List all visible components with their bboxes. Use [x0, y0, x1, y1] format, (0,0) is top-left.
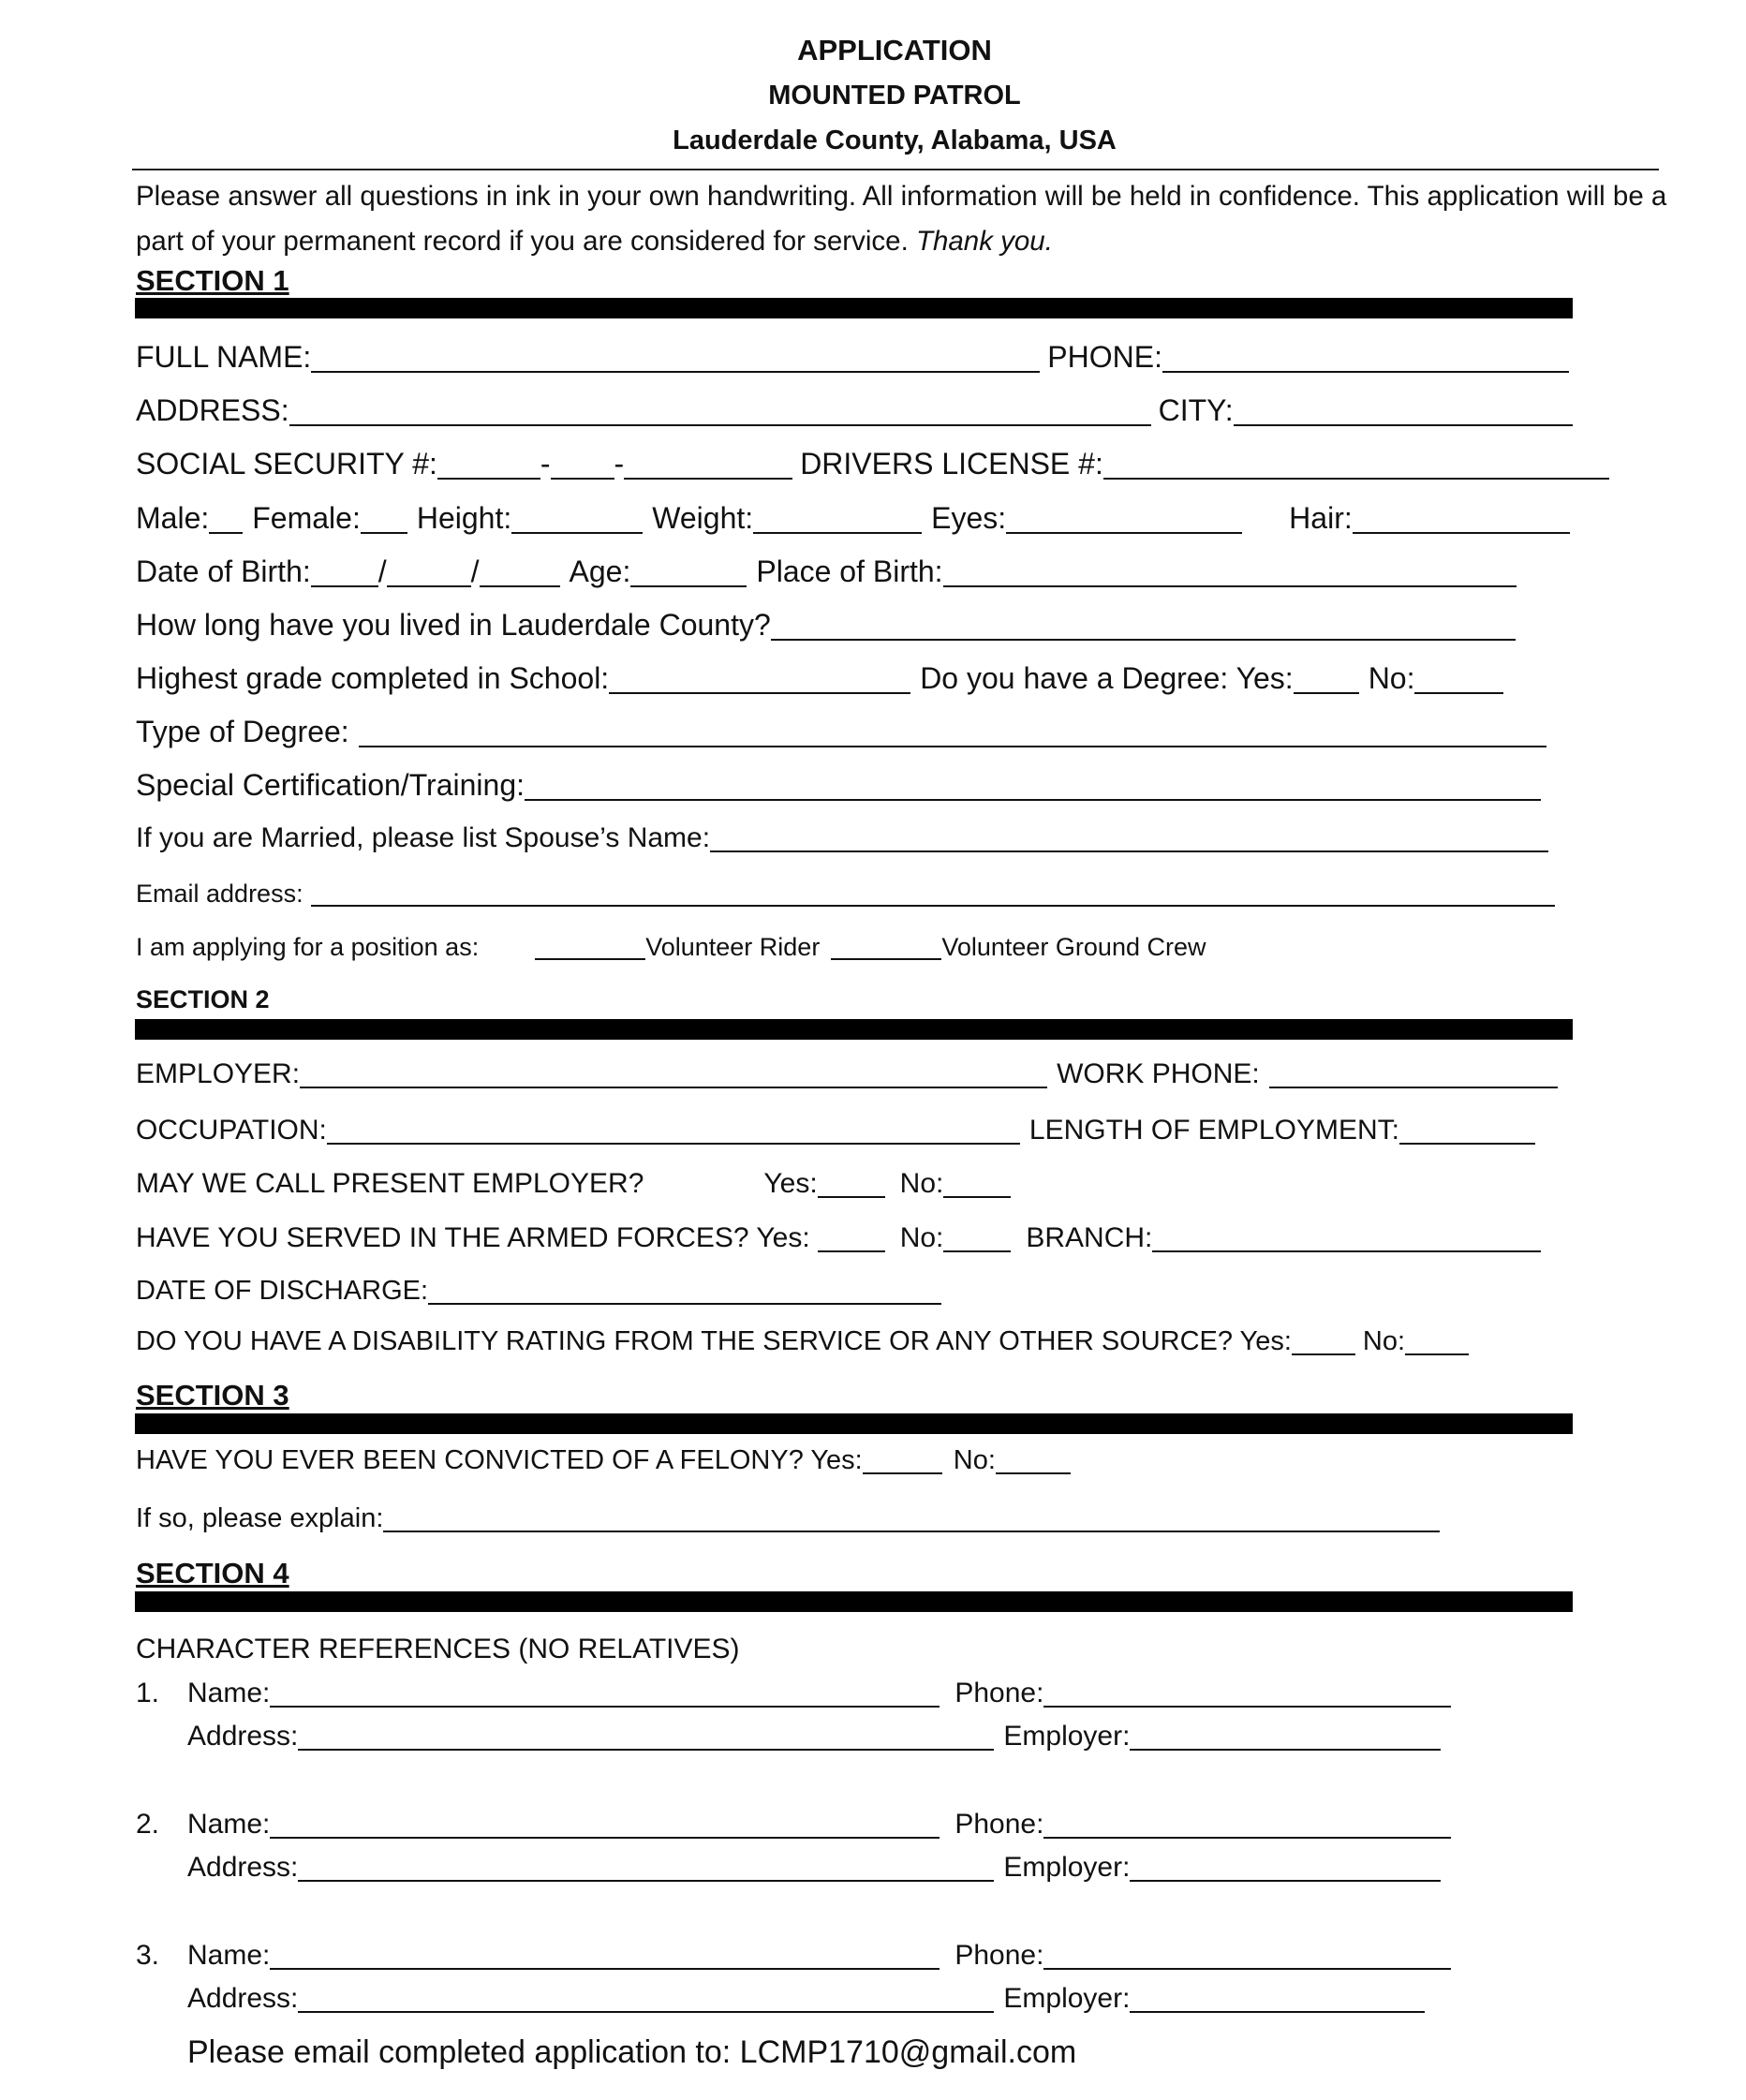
- references-title: CHARACTER REFERENCES (NO RELATIVES): [136, 1634, 740, 1664]
- armed-forces-yes-field[interactable]: [818, 1219, 885, 1252]
- may-call-no-field[interactable]: [943, 1164, 1011, 1198]
- weight-field[interactable]: [753, 500, 922, 534]
- section-1-title: SECTION 1: [136, 264, 289, 297]
- row-discharge: [136, 1269, 941, 1307]
- row-armed-forces: [136, 1217, 1541, 1254]
- reference-employer-label: Employer:: [1003, 1852, 1131, 1883]
- reference-2-phone-field[interactable]: [1043, 1805, 1451, 1839]
- male-label: Male:: [136, 501, 210, 535]
- reference-name-label: Name:: [187, 1809, 271, 1840]
- branch-field[interactable]: [1152, 1219, 1541, 1252]
- reference-employer-label: Employer:: [1003, 1983, 1131, 2014]
- row-degree-type: [136, 712, 1546, 749]
- armed-forces-no-field[interactable]: [943, 1219, 1011, 1252]
- form-location: Lauderdale County, Alabama, USA: [673, 126, 1117, 155]
- height-field[interactable]: [511, 500, 643, 534]
- ssn-dash: -: [540, 447, 551, 481]
- form-title: APPLICATION: [797, 34, 992, 67]
- may-call-label: MAY WE CALL PRESENT EMPLOYER?: [136, 1168, 644, 1199]
- weight-label: Weight:: [652, 501, 754, 535]
- row-position: [136, 924, 1206, 962]
- drivers-license-label: DRIVERS LICENSE #:: [800, 447, 1103, 481]
- drivers-license-field[interactable]: [1103, 446, 1609, 480]
- work-phone-field[interactable]: [1269, 1055, 1558, 1088]
- employer-field[interactable]: [300, 1055, 1047, 1088]
- employer-label: EMPLOYER:: [136, 1058, 301, 1089]
- ssn-label: SOCIAL SECURITY #:: [136, 447, 437, 481]
- reference-1-address-field[interactable]: [298, 1717, 994, 1751]
- felony-no-field[interactable]: [996, 1441, 1071, 1474]
- section-2-bar: [135, 1019, 1573, 1040]
- disability-no-field[interactable]: [1405, 1322, 1469, 1355]
- discharge-label: DATE OF DISCHARGE:: [136, 1276, 429, 1306]
- row-ssn-dl: [136, 444, 1609, 481]
- full-name-field[interactable]: [311, 339, 1040, 373]
- female-label: Female:: [252, 501, 361, 535]
- city-label: CITY:: [1158, 393, 1234, 427]
- employment-length-field[interactable]: [1399, 1111, 1535, 1145]
- email-field[interactable]: [311, 873, 1555, 907]
- address-label: ADDRESS:: [136, 393, 289, 427]
- volunteer-rider-field[interactable]: [535, 926, 645, 960]
- reference-number: 2.: [136, 1809, 160, 1840]
- may-call-yes-label: Yes:: [763, 1168, 818, 1199]
- row-explain: [136, 1497, 1440, 1534]
- row-certification: [136, 765, 1541, 803]
- reference-1-employer-field[interactable]: [1130, 1717, 1441, 1751]
- explain-label: If so, please explain:: [136, 1503, 384, 1533]
- email-label: Email address:: [136, 880, 303, 908]
- reference-3-name-row: [136, 1934, 1451, 1972]
- city-field[interactable]: [1234, 392, 1573, 426]
- male-field[interactable]: [209, 500, 243, 534]
- felony-label: HAVE YOU EVER BEEN CONVICTED OF A FELONY? Yes:: [136, 1445, 863, 1475]
- reference-2-address-row: [136, 1846, 1441, 1884]
- dob-year-field[interactable]: [480, 554, 560, 587]
- row-name-phone: [136, 337, 1569, 375]
- place-of-birth-field[interactable]: [943, 554, 1517, 587]
- reference-phone-label: Phone:: [954, 1809, 1044, 1840]
- certification-field[interactable]: [525, 767, 1541, 801]
- hair-label: Hair:: [1289, 501, 1353, 535]
- full-name-label: FULL NAME:: [136, 340, 312, 374]
- grade-label: Highest grade completed in School:: [136, 661, 610, 695]
- branch-label: BRANCH:: [1026, 1222, 1153, 1253]
- reference-employer-label: Employer:: [1003, 1721, 1131, 1752]
- row-residence: [136, 605, 1516, 643]
- form-subtitle: MOUNTED PATROL: [768, 81, 1021, 111]
- ssn-part-1-field[interactable]: [437, 446, 540, 480]
- row-occupation: [136, 1109, 1535, 1146]
- felony-no-label: No:: [953, 1445, 996, 1475]
- section-1-bar: [135, 298, 1573, 318]
- occupation-field[interactable]: [327, 1111, 1020, 1145]
- felony-yes-field[interactable]: [863, 1441, 942, 1474]
- spouse-label: If you are Married, please list Spouse’s Name:: [136, 822, 711, 853]
- dob-month-field[interactable]: [311, 554, 378, 587]
- phone-label: PHONE:: [1047, 340, 1162, 374]
- may-call-no-label: No:: [899, 1168, 944, 1199]
- degree-type-field[interactable]: [359, 714, 1546, 747]
- age-label: Age:: [569, 555, 631, 588]
- reference-1-name-row: [136, 1672, 1451, 1709]
- row-spouse: [136, 817, 1548, 854]
- grade-field[interactable]: [609, 660, 910, 694]
- reference-number: 1.: [136, 1678, 160, 1708]
- reference-2-name-field[interactable]: [270, 1805, 940, 1839]
- reference-phone-label: Phone:: [954, 1678, 1044, 1708]
- height-label: Height:: [416, 501, 512, 535]
- age-field[interactable]: [630, 554, 747, 587]
- reference-3-employer-field[interactable]: [1130, 1979, 1425, 2013]
- ssn-dash: -: [614, 447, 625, 481]
- section-3-bar: [135, 1413, 1573, 1434]
- spouse-field[interactable]: [710, 819, 1548, 852]
- residence-label: How long have you lived in Lauderdale County?: [136, 608, 771, 642]
- work-phone-label: WORK PHONE:: [1057, 1058, 1260, 1089]
- armed-forces-no-label: No:: [899, 1222, 944, 1253]
- row-birth: [136, 552, 1517, 589]
- dob-slash: /: [470, 555, 480, 588]
- ssn-part-2-field[interactable]: [551, 446, 614, 480]
- reference-2-name-row: [136, 1803, 1451, 1841]
- reference-2-address-field[interactable]: [298, 1848, 994, 1882]
- eyes-field[interactable]: [1006, 500, 1242, 534]
- reference-3-phone-field[interactable]: [1043, 1936, 1451, 1970]
- certification-label: Special Certification/Training:: [136, 768, 525, 802]
- reference-3-address-field[interactable]: [298, 1979, 994, 2013]
- disability-label: DO YOU HAVE A DISABILITY RATING FROM THE SERVICE OR ANY OTHER SOURCE? Yes:: [136, 1326, 1292, 1356]
- degree-no-label: No:: [1368, 661, 1415, 695]
- dob-day-field[interactable]: [387, 554, 471, 587]
- hair-field[interactable]: [1353, 500, 1570, 534]
- position-label: I am applying for a position as:: [136, 933, 480, 961]
- section-3-title: SECTION 3: [136, 1379, 289, 1412]
- section-2-title: SECTION 2: [136, 985, 270, 1013]
- reference-name-label: Name:: [187, 1678, 271, 1708]
- may-call-yes-field[interactable]: [818, 1164, 885, 1198]
- row-physical: [136, 498, 1570, 536]
- submission-instructions: Please email completed application to: LCMP1710@gmail.com: [187, 2034, 1077, 2070]
- degree-type-label: Type of Degree:: [136, 715, 349, 748]
- residence-field[interactable]: [771, 607, 1516, 641]
- address-field[interactable]: [289, 392, 1151, 426]
- section-4-title: SECTION 4: [136, 1557, 289, 1590]
- row-education: [136, 658, 1503, 696]
- explain-field[interactable]: [383, 1499, 1440, 1532]
- row-employer: [136, 1053, 1558, 1090]
- dob-label: Date of Birth:: [136, 555, 311, 588]
- discharge-field[interactable]: [428, 1271, 941, 1305]
- female-field[interactable]: [361, 500, 407, 534]
- reference-address-label: Address:: [187, 1852, 299, 1883]
- reference-3-address-row: [136, 1977, 1425, 2015]
- phone-field[interactable]: [1162, 339, 1569, 373]
- dob-slash: /: [377, 555, 387, 588]
- row-address-city: [136, 391, 1573, 428]
- reference-3-name-field[interactable]: [270, 1936, 940, 1970]
- ground-crew-field[interactable]: [831, 926, 941, 960]
- disability-yes-field[interactable]: [1292, 1322, 1355, 1355]
- reference-1-address-row: [136, 1715, 1441, 1752]
- row-may-call: [136, 1162, 1011, 1200]
- eyes-label: Eyes:: [931, 501, 1007, 535]
- reference-phone-label: Phone:: [954, 1940, 1044, 1971]
- degree-yes-field[interactable]: [1294, 660, 1359, 694]
- thank-you-text: Thank you.: [915, 226, 1053, 257]
- reference-2-employer-field[interactable]: [1130, 1848, 1441, 1882]
- ssn-part-3-field[interactable]: [624, 446, 792, 480]
- reference-number: 3.: [136, 1940, 160, 1971]
- place-of-birth-label: Place of Birth:: [756, 555, 943, 588]
- row-felony: [136, 1439, 1071, 1476]
- row-email: [136, 871, 1555, 909]
- volunteer-rider-label: Volunteer Rider: [645, 933, 821, 961]
- armed-forces-label: HAVE YOU SERVED IN THE ARMED FORCES? Yes:: [136, 1222, 810, 1253]
- reference-1-phone-field[interactable]: [1043, 1674, 1451, 1708]
- degree-no-field[interactable]: [1414, 660, 1503, 694]
- instructions: [136, 174, 1672, 264]
- instructions-text: Please answer all questions in ink in your own handwriting. All information will be held in confidence. This application will be a part of your permanent record if you are considered for service.: [136, 181, 1667, 257]
- reference-1-name-field[interactable]: [270, 1674, 940, 1708]
- reference-address-label: Address:: [187, 1983, 299, 2014]
- reference-address-label: Address:: [187, 1721, 299, 1752]
- degree-question-label: Do you have a Degree: Yes:: [920, 661, 1294, 695]
- reference-name-label: Name:: [187, 1940, 271, 1971]
- section-4-bar: [135, 1591, 1573, 1612]
- occupation-label: OCCUPATION:: [136, 1115, 327, 1146]
- disability-no-label: No:: [1362, 1326, 1406, 1356]
- ground-crew-label: Volunteer Ground Crew: [941, 933, 1206, 961]
- employment-length-label: LENGTH OF EMPLOYMENT:: [1028, 1115, 1399, 1146]
- header-divider: [132, 169, 1659, 170]
- row-disability: [136, 1320, 1469, 1357]
